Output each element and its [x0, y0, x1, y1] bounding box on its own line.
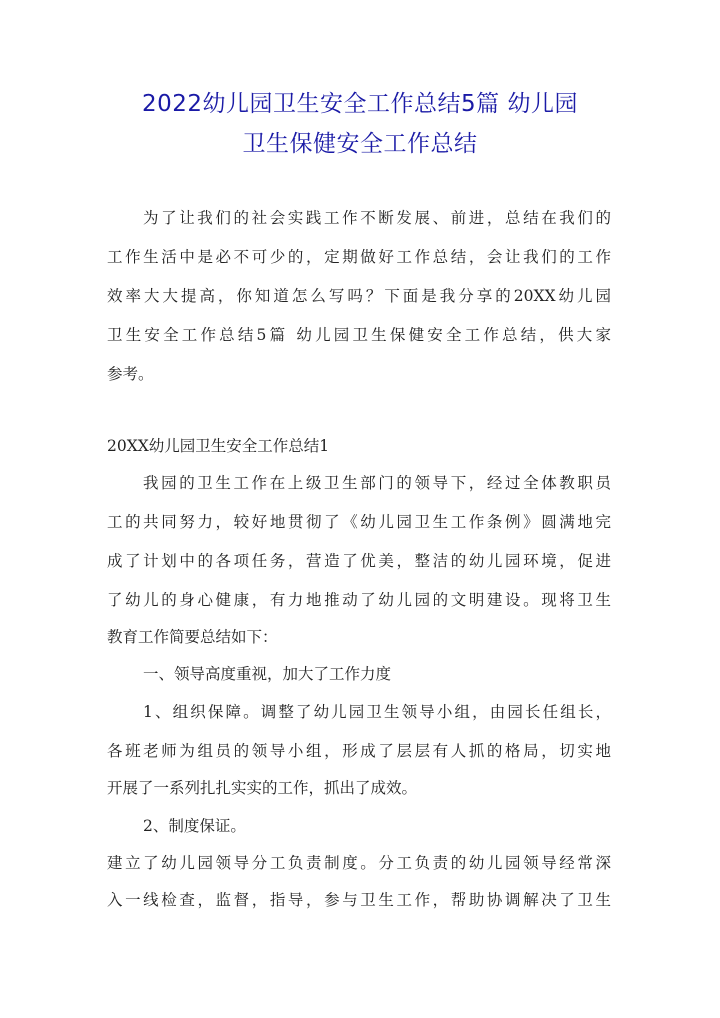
paragraph-line: 各班老师为组员的领导小组，形成了层层有人抓的格局，切实地: [107, 742, 611, 760]
document-title-line-1: 2022幼儿园卫生安全工作总结5篇 幼儿园: [142, 91, 578, 117]
document-title-line-2: 卫生保健安全工作总结: [242, 131, 478, 157]
paragraph-line: 建立了幼儿园领导分工负责制度。分工负责的幼儿园领导经常深: [107, 854, 611, 872]
paragraph-line: 我园的卫生工作在上级卫生部门的领导下，经过全体教职员: [143, 474, 611, 492]
section-heading: 20XX幼儿园卫生安全工作总结1: [107, 437, 330, 455]
intro-line: 卫生安全工作总结5篇 幼儿园卫生保健安全工作总结，供大家: [107, 326, 611, 344]
paragraph-line: 了幼儿的身心健康，有力地推动了幼儿园的文明建设。现将卫生: [107, 591, 611, 609]
intro-line: 参考。: [107, 365, 154, 383]
paragraph-line: 教育工作简要总结如下：: [107, 628, 278, 646]
paragraph-line: 成了计划中的各项任务，营造了优美，整洁的幼儿园环境，促进: [107, 552, 611, 570]
sub-heading: 2、制度保证。: [143, 817, 246, 835]
paragraph-line: 1、组织保障。调整了幼儿园卫生领导小组，由园长任组长，: [143, 703, 611, 721]
intro-line: 效率大大提高，你知道怎么写吗？下面是我分享的20XX幼儿园: [107, 287, 611, 305]
paragraph-line: 入一线检查，监督，指导，参与卫生工作，帮助协调解决了卫生: [107, 891, 611, 909]
intro-line: 为了让我们的社会实践工作不断发展、前进，总结在我们的: [143, 209, 611, 227]
paragraph-line: 开展了一系列扎扎实实的工作，抓出了成效。: [107, 779, 418, 797]
intro-line: 工作生活中是必不可少的，定期做好工作总结，会让我们的工作: [107, 248, 611, 266]
sub-heading: 一、领导高度重视，加大了工作力度: [143, 665, 392, 683]
paragraph-line: 工的共同努力，较好地贯彻了《幼儿园卫生工作条例》圆满地完: [107, 513, 611, 531]
